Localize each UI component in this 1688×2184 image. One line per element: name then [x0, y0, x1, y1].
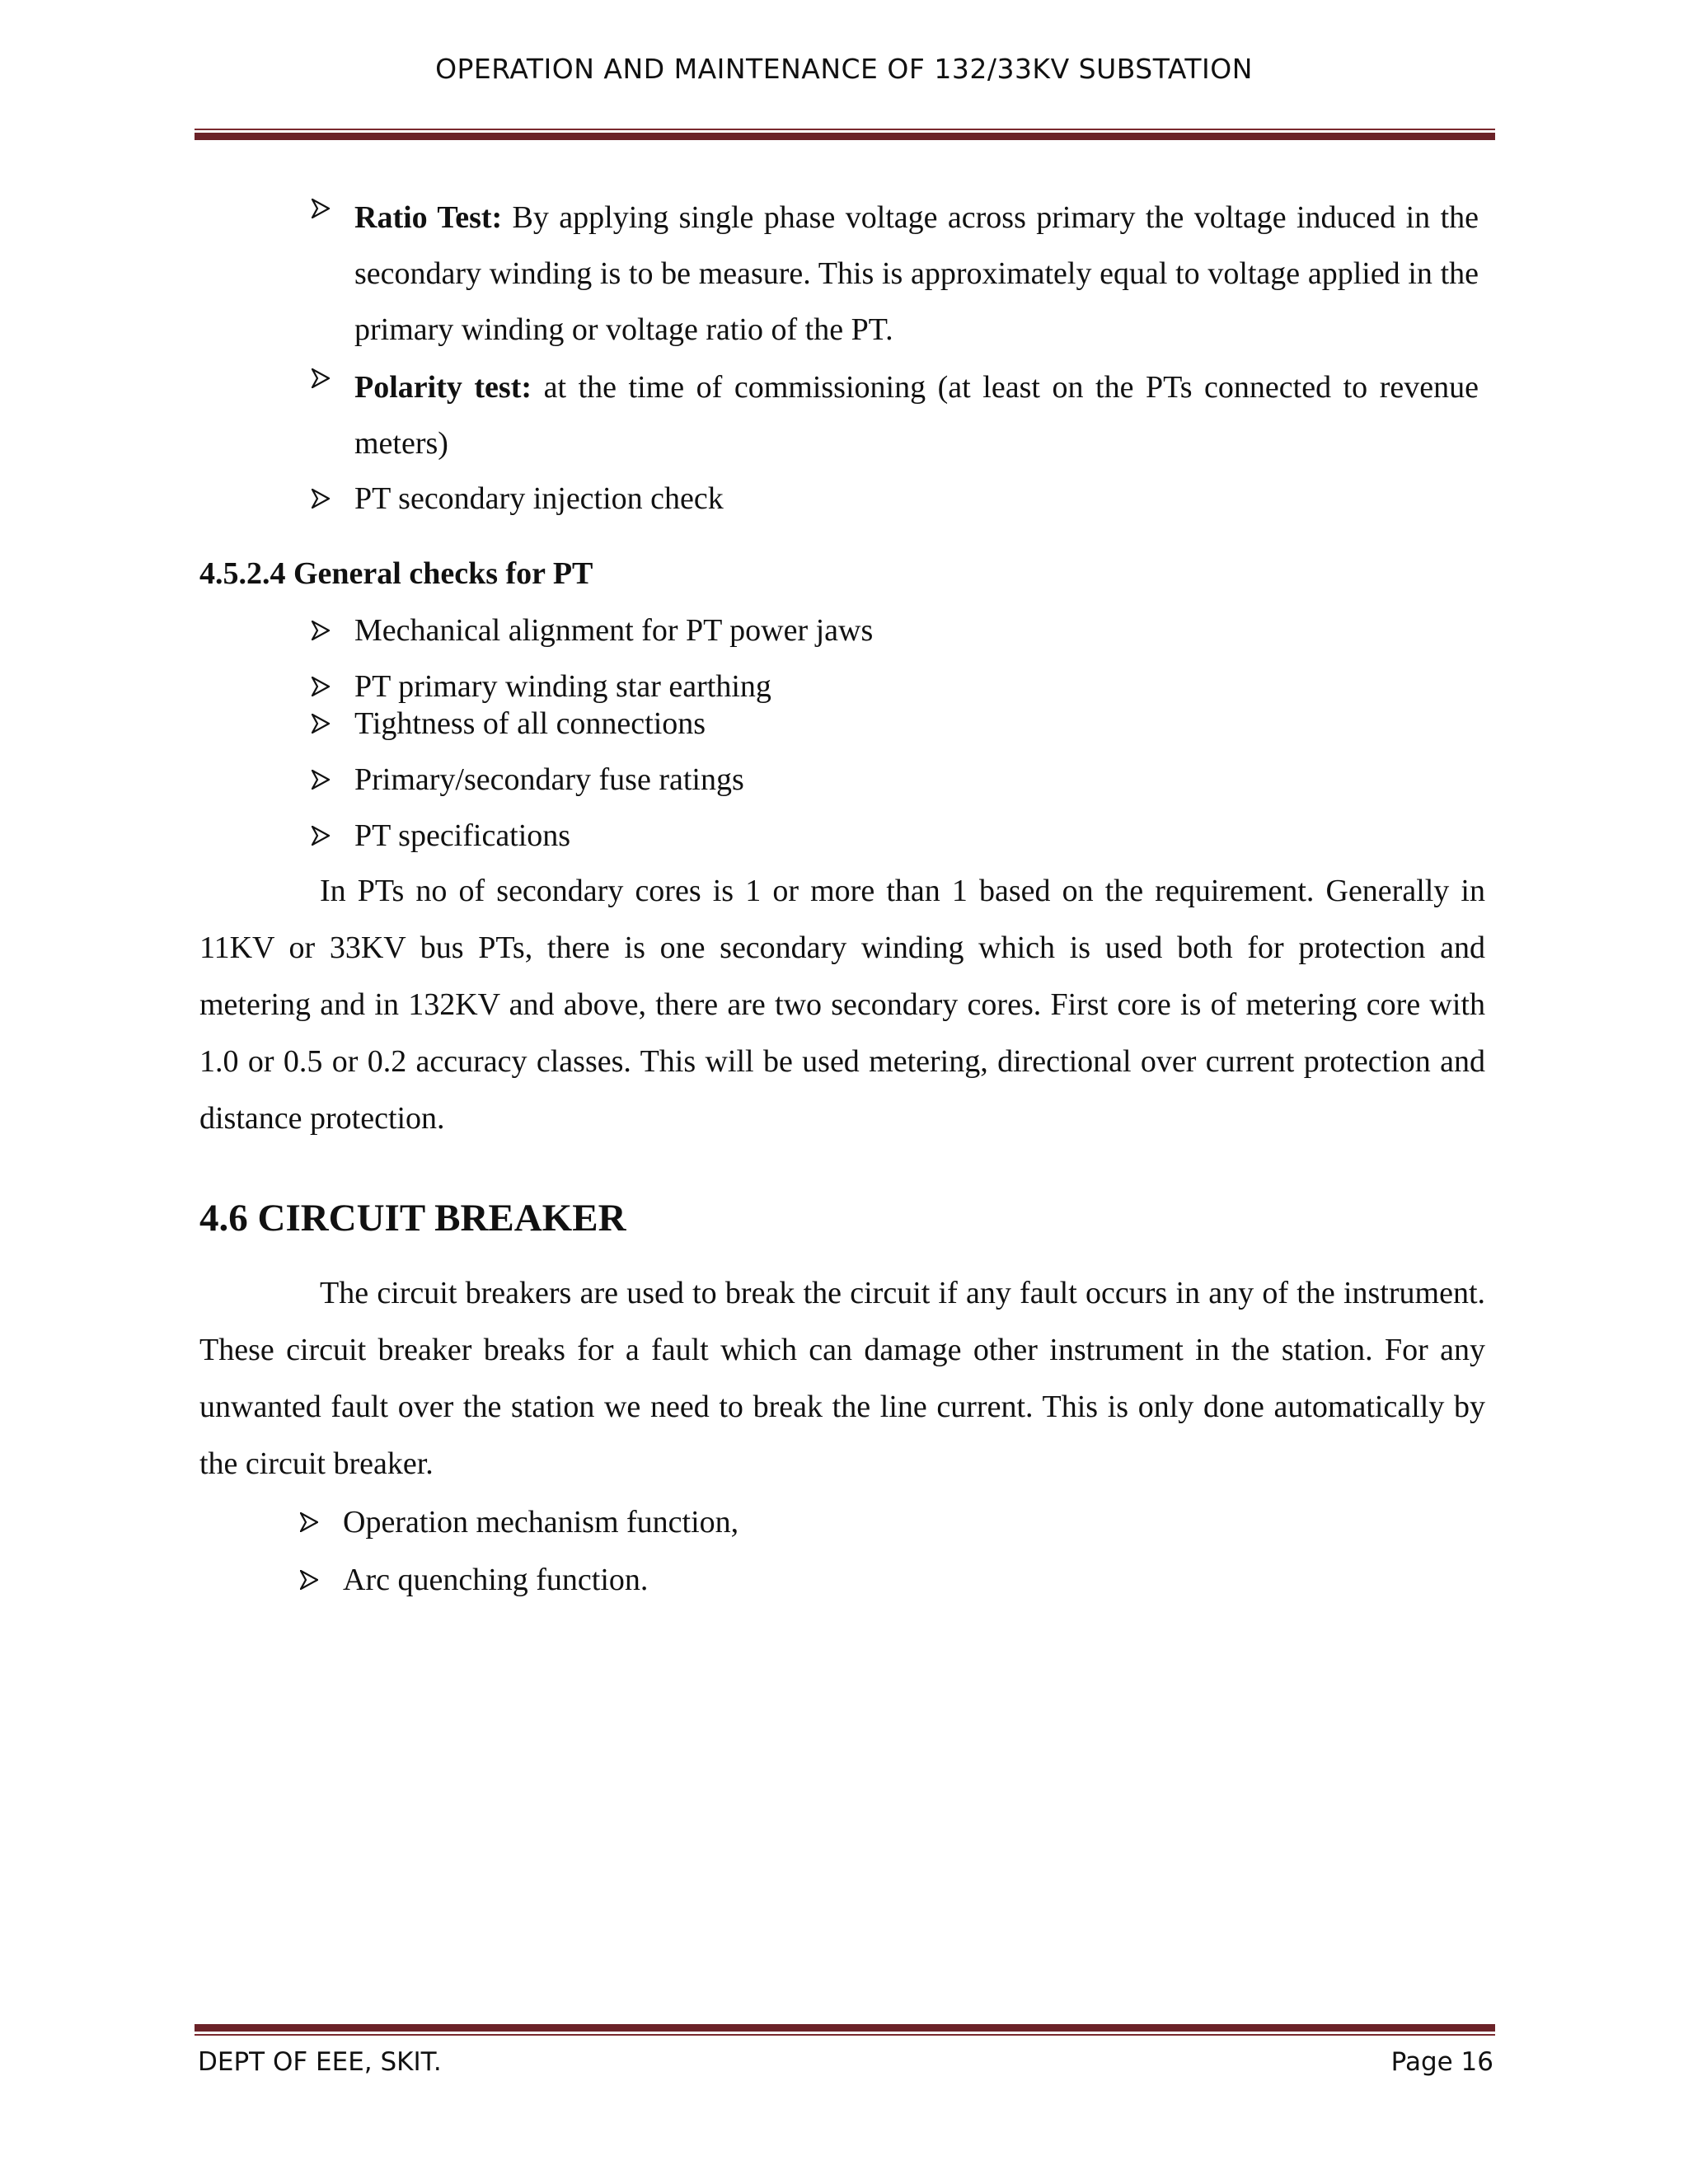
arrow-bullet-icon [300, 1570, 318, 1590]
section-heading-circuit-breaker: 4.6 CIRCUIT BREAKER [199, 1197, 626, 1240]
arrow-bullet-icon [312, 199, 330, 218]
arrow-bullet-icon [312, 368, 330, 388]
list-item-text: PT specifications [354, 818, 571, 853]
list-item-text: Mechanical alignment for PT power jaws [354, 613, 874, 648]
list-item [312, 612, 873, 649]
arrow-bullet-icon [312, 714, 330, 733]
list-item-polarity-test [312, 359, 1485, 471]
test-description: By applying single phase voltage across primary the voltage induced in the secondary winding is to be measure. This is approximately equal to voltage applied in the primary winding or voltage ratio of the PT. [354, 200, 1479, 347]
arrow-bullet-icon [312, 621, 330, 640]
test-description: at the time of commissioning (at least on the PTs connected to revenue meters) [354, 370, 1479, 461]
test-label: Polarity test: [354, 370, 532, 405]
paragraph-circuit-breaker [199, 1265, 1485, 1493]
footer-rule [195, 2024, 1495, 2036]
footer-rule-thin [195, 2034, 1495, 2036]
list-item-text: PT primary winding star earthing [354, 669, 771, 704]
list-item [300, 1503, 738, 1541]
list-item-text: PT secondary injection check [354, 481, 724, 516]
list-item-injection-check [312, 480, 724, 518]
list-item-text [354, 359, 1479, 471]
arrow-bullet-icon [312, 489, 330, 509]
header-rule-thick [195, 133, 1495, 140]
arrow-bullet-icon [312, 677, 330, 696]
paragraph-pt-cores [199, 863, 1485, 1147]
list-item [312, 668, 771, 705]
paragraph-text: The circuit breakers are used to break the circuit if any fault occurs in any of the instrument. These circuit breaker breaks for a fault which can damage other instrument in the station. For any unwanted fault over the station we need to break the line current. This is only done automatically by the circuit breaker. [199, 1276, 1485, 1481]
footer-rule-thick [195, 2024, 1495, 2032]
arrow-bullet-icon [312, 826, 330, 846]
list-item-text: Arc quenching function. [343, 1563, 649, 1597]
paragraph-text: In PTs no of secondary cores is 1 or more than 1 based on the requirement. Generally in 11KV or 33KV bus PTs, there is one secondary winding which is used both for protection and metering and in 132KV and above, there are two secondary cores. First core is of metering core with 1.0 or 0.5 or 0.2 accuracy classes. This will be used metering, directional over current protection and distance protection. [199, 874, 1485, 1136]
list-item-text: Operation mechanism function, [343, 1505, 739, 1540]
list-item-ratio-test [312, 190, 1485, 358]
arrow-bullet-icon [300, 1512, 318, 1532]
test-label: Ratio Test: [354, 200, 503, 235]
list-item [300, 1561, 648, 1599]
header-rule-thin [195, 129, 1495, 130]
list-item [312, 761, 744, 799]
list-item-text: Tightness of all connections [354, 706, 706, 741]
list-item [312, 705, 706, 743]
footer-department: DEPT OF EEE, SKIT. [198, 2047, 442, 2077]
list-item-text: Primary/secondary fuse ratings [354, 762, 744, 797]
page-header-title: OPERATION AND MAINTENANCE OF 132/33KV SUBSTATION [435, 53, 1253, 85]
footer-page-number: Page 16 [1390, 2047, 1493, 2077]
list-item [312, 817, 570, 855]
header-rule [195, 129, 1495, 140]
section-heading-general-checks: 4.5.2.4 General checks for PT [199, 556, 593, 591]
arrow-bullet-icon [312, 770, 330, 790]
list-item-text [354, 190, 1479, 358]
